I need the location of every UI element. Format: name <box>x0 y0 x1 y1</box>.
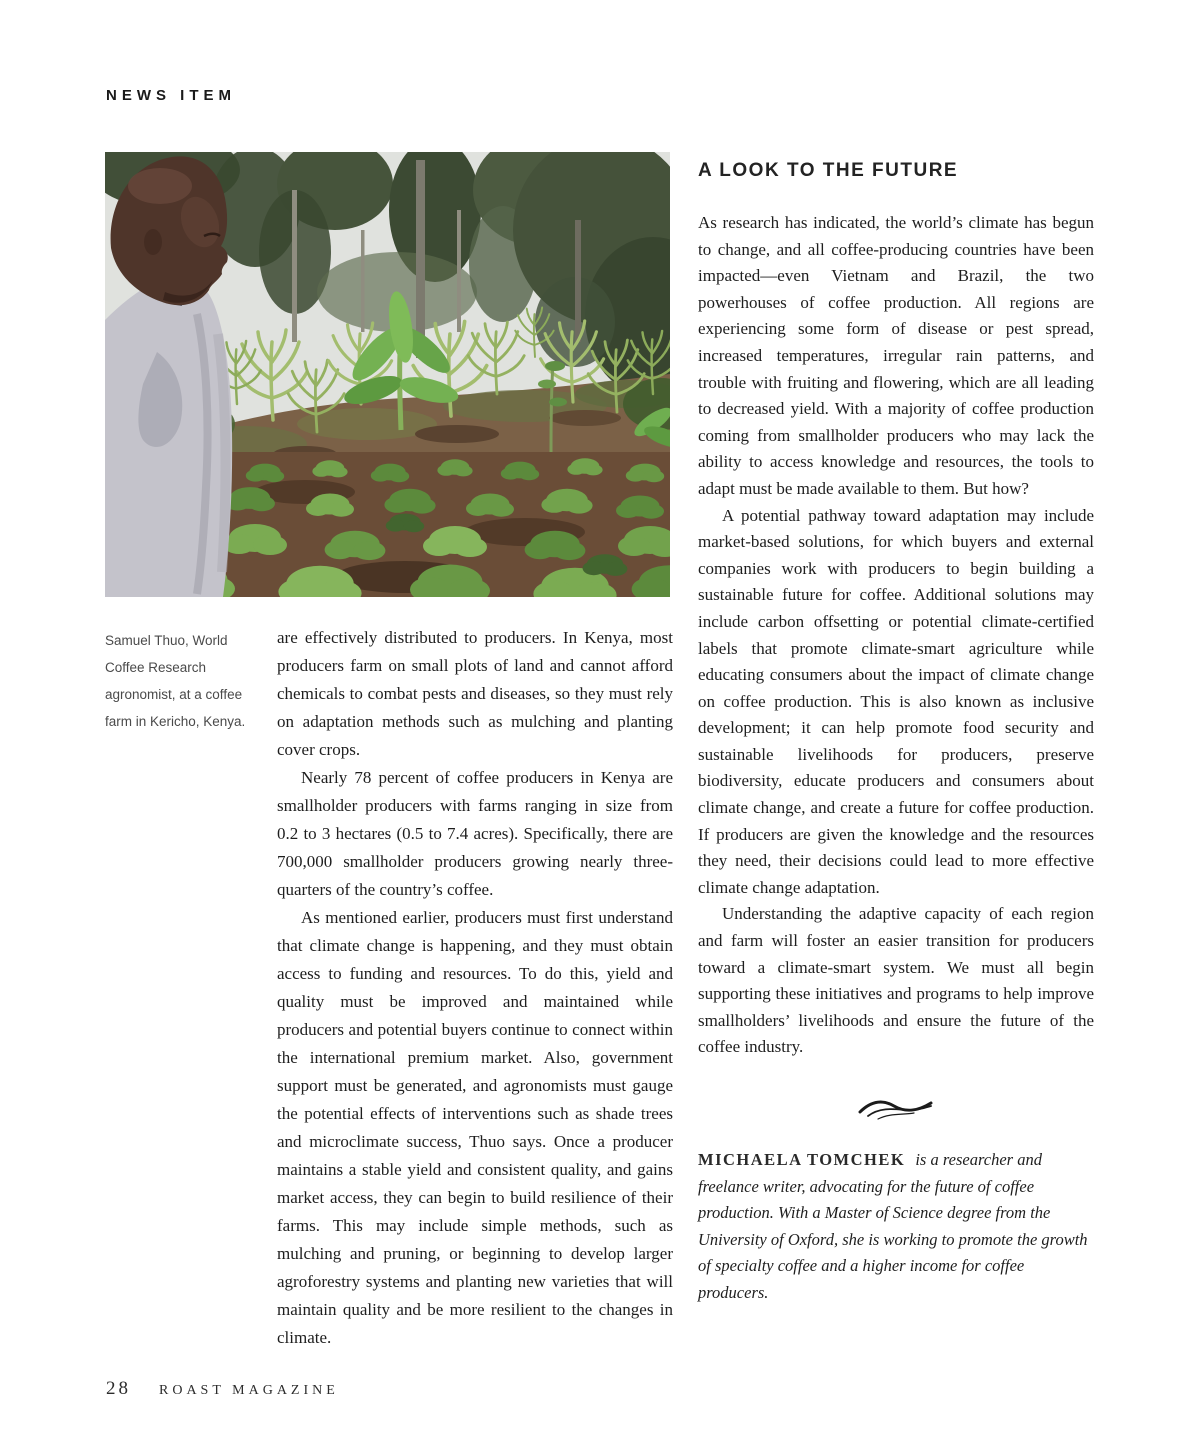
author-name: MICHAELA TOMCHEK <box>698 1150 906 1169</box>
farmer <box>105 156 232 597</box>
article-left-column <box>277 624 673 1352</box>
section-heading: A LOOK TO THE FUTURE <box>698 160 959 181</box>
divider-squiggle-icon <box>854 1095 938 1123</box>
farm-photo-illustration <box>105 152 670 597</box>
magazine-name: ROAST MAGAZINE <box>159 1383 339 1398</box>
article-right-column <box>698 160 1094 1306</box>
author-bio-text: is a researcher and freelance writer, advocating for the future of coffee production. With a Master of Science degree from the University of Oxford, she is working to promote the growth of specialty coffee and a higher income for coffee producers. <box>698 1150 1088 1302</box>
page-number: 28 <box>106 1378 131 1399</box>
paragraph: A potential pathway toward adaptation may include market-based solutions, for which buyers and external companies work with producers to begin building a sustainable future for coffee. Additional solutions may include carbon offsetting or potential climate-certified labels that promote climate-smart agriculture while educating consumers about the impact of climate change on coffee production. This is also known as inclusive development; it can help promote food security and sustainable livelihoods for producers, preserve biodiversity, educate producers and consumers about climate change, and create a future for coffee production. If producers are given the knowledge and the resources they need, their decisions could lead to more effective climate change adaptation. <box>698 505 1094 897</box>
section-kicker: NEWS ITEM <box>106 87 236 104</box>
paragraph: Nearly 78 percent of coffee producers in Kenya are smallholder producers with farms ranging in size from 0.2 to 3 hectares (0.5 to 7.4 acres). Specifically, there are 700,000 smallholder producers growing nearly three-quarters of the country’s coffee. <box>277 768 673 899</box>
page-footer <box>106 1378 339 1400</box>
photo-caption: Samuel Thuo, World Coffee Research agronomist, at a coffee farm in Kericho, Kenya. <box>105 633 246 729</box>
farm-photo <box>105 152 670 597</box>
author-bio <box>698 1147 1094 1306</box>
paragraph: As research has indicated, the world’s climate has begun to change, and all coffee-producing countries have been impacted—even Vietnam and Brazil, the two powerhouses of coffee production. All regions are experiencing some form of disease or pest spread, increased temperatures, irregular rain patterns, and trouble with fruiting and flowering, which are all leading to decreased yield. With a majority of coffee production coming from smallholder producers who may lack the ability to access knowledge and resources, the tools to adapt must be made available to them. But how? <box>698 213 1094 498</box>
paragraph: Understanding the adaptive capacity of each region and farm will foster an easier transition for producers toward a climate-smart system. We must all begin supporting these initiatives and programs to help improve smallholders’ livelihoods and ensure the future of the coffee industry. <box>698 904 1094 1057</box>
paragraph: are effectively distributed to producers. In Kenya, most producers farm on small plots of land and cannot afford chemicals to combat pests and diseases, so they must rely on adaptation methods such as mulching and planting cover crops. <box>277 628 673 759</box>
paragraph: As mentioned earlier, producers must first understand that climate change is happening, and they must obtain access to funding and resources. To do this, yield and quality must be improved and maintained while producers and potential buyers continue to connect within the international premium market. Also, government support must be generated, and agronomists must gauge the potential effects of interventions such as shade trees and microclimate success, Thuo says. Once a producer maintains a stable yield and consistent quality, and gains market access, they can begin to build resilience of their farms. This may include simple methods, such as mulching and pruning, or beginning to develop larger agroforestry systems and planting new varieties that will maintain quality and be more resilient to the changes in climate. <box>277 908 673 1347</box>
